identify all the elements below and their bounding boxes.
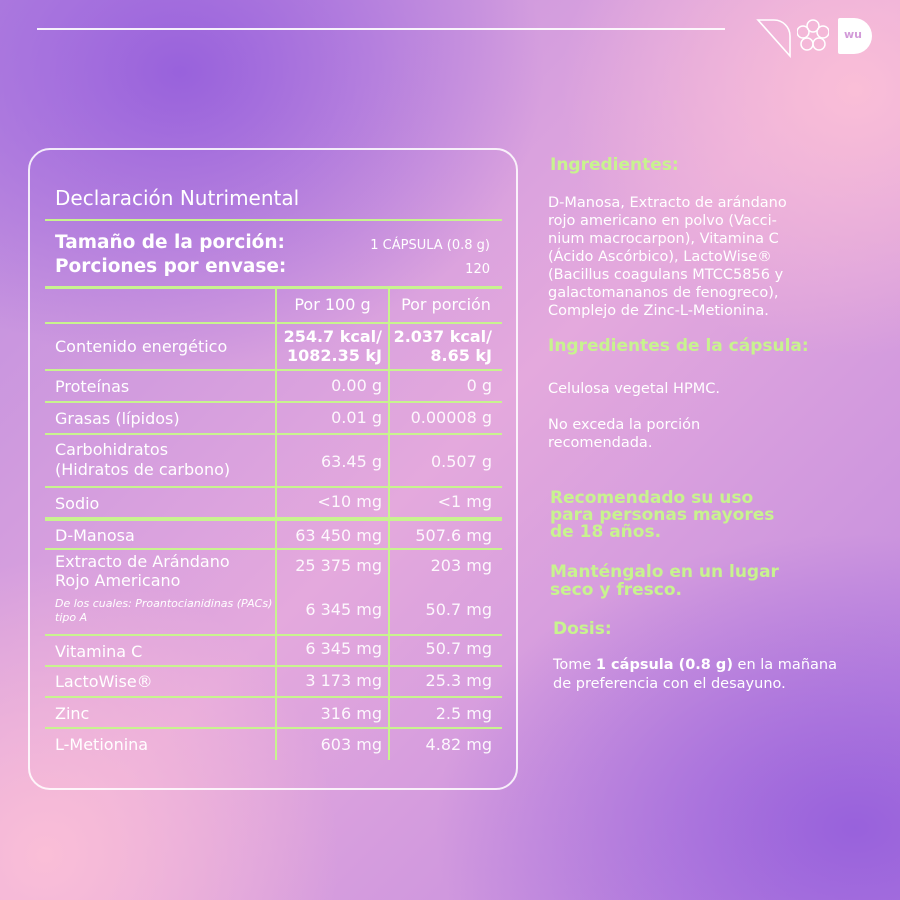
row-perserv: 0.00008 g: [410, 408, 492, 427]
row-perserv: 203 mg: [430, 556, 492, 575]
row-label-energy: Contenido energético: [55, 337, 228, 356]
grid-line: [45, 369, 502, 371]
row-perserv: 507.6 mg: [415, 526, 492, 545]
servings-per-container-value: 120: [465, 262, 490, 277]
quarter-circle-icon: [756, 18, 792, 58]
storage-line: seco y fresco.: [550, 580, 682, 600]
row-per100: <10 mg: [317, 492, 382, 511]
brand-logo: [838, 18, 872, 54]
grid-line: [45, 286, 502, 289]
row-per100: 6 345 mg: [305, 600, 382, 619]
grid-line: [45, 727, 502, 729]
dose-post: en la mañana: [732, 657, 837, 673]
ingredients-line: (Ácido Ascórbico), LactoWise®: [548, 249, 772, 265]
row-label: LactoWise®: [55, 672, 153, 691]
row-per100: 316 mg: [320, 704, 382, 723]
title-divider: [45, 219, 502, 221]
row-per100: 0.01 g: [331, 408, 382, 427]
top-divider: [37, 28, 725, 30]
row-per100: 603 mg: [320, 735, 382, 754]
warning-line: No exceda la porción: [548, 417, 701, 433]
row-label: Proteínas: [55, 377, 130, 396]
col-header-per-100g: Por 100 g: [294, 295, 371, 314]
storage-line: Manténgalo en un lugar: [550, 562, 779, 582]
row-perserv: 50.7 mg: [425, 639, 492, 658]
row-perserv: 25.3 mg: [425, 671, 492, 690]
dose-bold: 1 cápsula (0.8 g): [595, 657, 733, 673]
row-label-line2: Rojo Americano: [55, 571, 181, 590]
grid-line: [45, 322, 502, 324]
row-perserv: <1 mg: [437, 492, 492, 511]
servings-per-container-label: Porciones por envase:: [55, 256, 287, 277]
energy-per100-kj: 1082.35 kJ: [286, 346, 382, 365]
age-recommendation: [550, 490, 774, 541]
row-label-note: De los cuales: Proantocianidinas (PACs) tipo A: [55, 597, 273, 624]
row-label-line2: (Hidratos de carbono): [55, 460, 231, 479]
row-per100: 63 450 mg: [295, 526, 382, 545]
row-per100: 25 375 mg: [295, 556, 382, 575]
dose-text: [553, 656, 837, 674]
energy-perserv-kj: 8.65 kJ: [430, 346, 492, 365]
warning-line: recomendada.: [548, 435, 653, 451]
row-label: D-Manosa: [55, 526, 135, 545]
energy-per100-kcal: 254.7 kcal/: [283, 327, 382, 346]
row-perserv: 4.82 mg: [425, 735, 492, 754]
row-perserv: 0 g: [466, 376, 492, 395]
capsule-ingredients-text: Celulosa vegetal HPMC.: [548, 381, 720, 397]
grid-line: [45, 634, 502, 636]
grid-line: [45, 665, 502, 667]
row-label: Zinc: [55, 704, 90, 723]
ingredients-line: D-Manosa, Extracto de arándano: [548, 195, 787, 211]
age-line: para personas mayores: [550, 505, 775, 525]
row-perserv: 0.507 g: [430, 452, 492, 471]
serving-size-value: 1 CÁPSULA (0.8 g): [370, 238, 490, 253]
row-perserv: 50.7 mg: [425, 600, 492, 619]
storage-instructions: [550, 563, 779, 599]
row-label: Extracto de Arándano: [55, 552, 230, 571]
age-line: de 18 años.: [550, 522, 662, 542]
row-per100: 3 173 mg: [305, 671, 382, 690]
dose-pre: Tome: [553, 657, 596, 673]
ingredients-line: nium macrocarpon), Vitamina C: [548, 231, 779, 247]
grid-line: [45, 696, 502, 698]
dose-title: Dosis:: [553, 619, 612, 639]
grid-line: [45, 433, 502, 435]
energy-perserv-kcal: 2.037 kcal/: [393, 327, 492, 346]
dose-text-line2: de preferencia con el desayuno.: [553, 676, 786, 692]
row-perserv: 2.5 mg: [435, 704, 492, 723]
grid-line: [45, 486, 502, 488]
row-label: Carbohidratos: [55, 440, 169, 459]
ingredients-line: rojo americano en polvo (Vacci-: [548, 213, 777, 229]
serving-size-label: Tamaño de la porción:: [55, 232, 285, 253]
ingredients-line: galactomananos de fenogreco),: [548, 285, 779, 301]
row-per100: 0.00 g: [331, 376, 382, 395]
row-per100: 63.45 g: [320, 452, 382, 471]
ingredients-line: (Bacillus coagulans MTCC5856 y: [548, 267, 784, 283]
grid-line: [45, 401, 502, 403]
row-label: Grasas (lípidos): [55, 409, 180, 428]
col-header-per-serving: Por porción: [401, 295, 491, 314]
ingredients-line: Complejo de Zinc-L-Metionina.: [548, 303, 769, 319]
table-title: Declaración Nutrimental: [55, 186, 300, 210]
brand-logo-text: wu: [844, 28, 862, 41]
capsule-ingredients-title: Ingredientes de la cápsula:: [548, 336, 809, 356]
age-line: Recomendado su uso: [550, 488, 754, 508]
grid-line-thick: [45, 517, 502, 521]
flower-icon: [797, 18, 829, 54]
row-label: Vitamina C: [55, 642, 143, 661]
row-label: L-Metionina: [55, 735, 149, 754]
col-divider: [275, 288, 277, 760]
row-per100: 6 345 mg: [305, 639, 382, 658]
ingredients-title: Ingredientes:: [550, 155, 679, 175]
grid-line: [45, 548, 502, 550]
row-label: Sodio: [55, 494, 100, 513]
col-divider: [388, 288, 390, 760]
